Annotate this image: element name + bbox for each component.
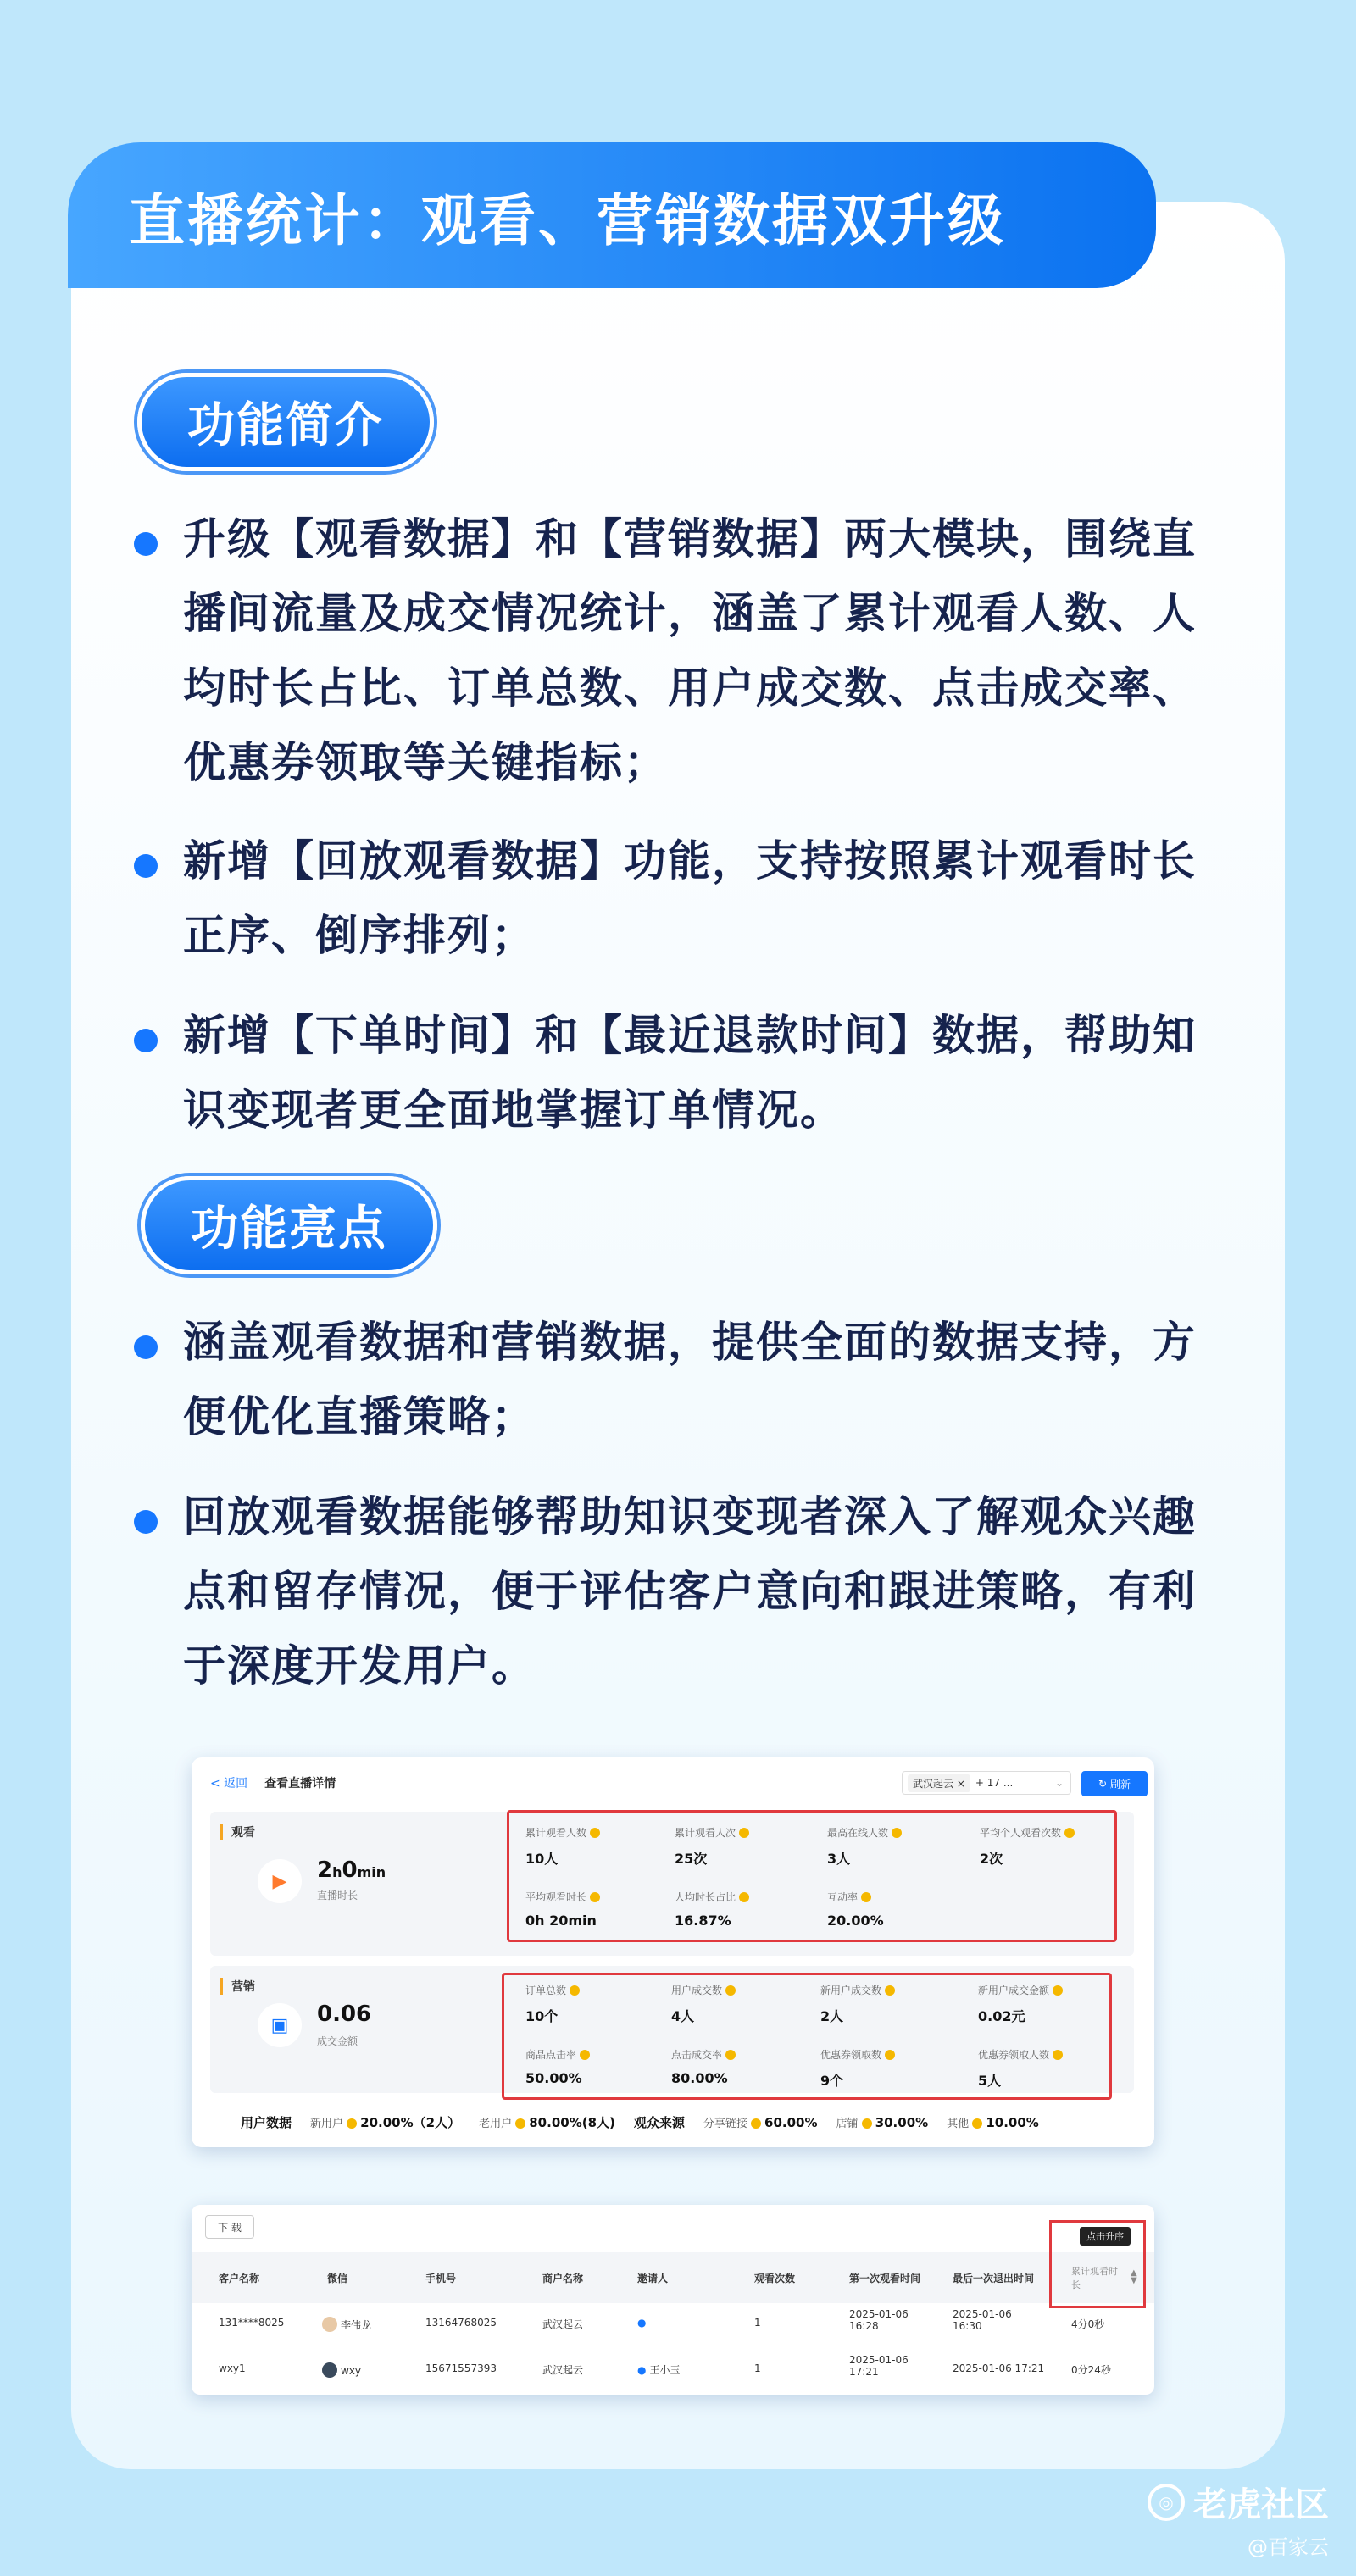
duration-hours: 2	[317, 1857, 333, 1883]
table-cell: wxy1	[219, 2362, 246, 2374]
table-cell: 2025-01-06 16:28	[849, 2308, 909, 2332]
info-icon[interactable]	[1053, 1985, 1063, 1996]
store-value: 30.00%	[875, 2115, 929, 2130]
metric-value: 20.00%	[827, 1913, 884, 1929]
table-cell: 131****8025	[219, 2317, 285, 2329]
info-icon[interactable]	[862, 2118, 872, 2129]
info-icon[interactable]	[972, 2118, 982, 2129]
screenshot-title: 查看直播详情	[264, 1777, 336, 1790]
table-cell: 4分0秒	[1071, 2318, 1105, 2330]
metric-value: 25次	[675, 1851, 708, 1867]
column-header: 观看次数	[754, 2273, 796, 2285]
metric-name: 平均观看时长	[525, 1891, 587, 1903]
other-stat	[947, 2114, 1039, 2130]
info-icon[interactable]	[515, 2118, 525, 2129]
metric-value: 2人	[820, 2008, 844, 2024]
info-icon[interactable]	[739, 1828, 749, 1838]
metric-value: 0h 20min	[525, 1913, 597, 1929]
merchant-more: + 17 ...	[975, 1777, 1014, 1789]
table-cell: 2025-01-06 17:21	[953, 2362, 1045, 2374]
new-user-value: 20.00%（2人）	[360, 2115, 461, 2130]
metric-name: 互动率	[827, 1891, 859, 1903]
chevron-down-icon: ⌄	[1054, 1777, 1064, 1789]
user-data-footer	[241, 2113, 1139, 2131]
column-header-sortable[interactable]: 累计观看时长	[1071, 2266, 1118, 2290]
avatar	[322, 2317, 337, 2332]
bullet-text: 回放观看数据能够帮助知识变现者深入了解观众兴趣点和留存情况，便于评估客户意向和跟进策略，有利于深度开发用户。	[183, 1492, 1197, 1690]
merchant-select[interactable]	[902, 1771, 1071, 1795]
metric-name: 平均个人观看次数	[980, 1827, 1062, 1839]
table-cell: 2025-01-06 16:30	[953, 2308, 1012, 2332]
column-header: 商户名称	[542, 2273, 584, 2285]
page-title: 直播统计：观看、营销数据双升级	[129, 187, 1006, 253]
metric-name: 累计观看人次	[675, 1827, 736, 1839]
watermark-sub: @百家云	[1248, 2535, 1329, 2559]
info-icon[interactable]	[725, 1985, 736, 1996]
watermark	[1148, 2478, 1329, 2526]
column-header: 客户名称	[219, 2273, 260, 2285]
bullet-dot-icon	[134, 1029, 158, 1052]
metric-name: 订单总数	[525, 1985, 567, 1996]
table-cell	[637, 2317, 657, 2329]
metric	[978, 1983, 1063, 2025]
metric-name: 点击成交率	[671, 2049, 723, 2061]
back-link[interactable]: < 返回	[210, 1777, 248, 1790]
bullet-item	[134, 998, 1236, 1147]
title-banner	[68, 142, 1156, 288]
metric	[978, 2047, 1063, 2090]
bullet-dot-icon	[134, 854, 158, 878]
bullet-dot-icon	[134, 532, 158, 556]
metric-value: 3人	[827, 1851, 851, 1867]
live-duration-value	[317, 1857, 386, 1883]
sort-tooltip: 点击升序	[1080, 2227, 1131, 2246]
table-cell: 15671557393	[425, 2362, 497, 2374]
table-cell: 1	[754, 2362, 761, 2374]
duration-hours-unit: h	[332, 1864, 342, 1880]
share-value: 60.00%	[764, 2115, 818, 2130]
metric	[827, 1890, 884, 1929]
duration-minutes: 0	[342, 1857, 358, 1883]
info-icon[interactable]	[1064, 1828, 1075, 1838]
old-user-value: 80.00%(8人)	[529, 2115, 615, 2130]
metric	[671, 2047, 736, 2086]
old-user-label: 老用户	[479, 2118, 513, 2130]
refresh-label: 刷新	[1110, 1778, 1131, 1790]
other-value: 10.00%	[986, 2115, 1039, 2130]
metric-name: 新用户成交金额	[978, 1985, 1050, 1996]
table-cell	[322, 2362, 361, 2378]
refresh-icon: ↻	[1098, 1778, 1108, 1790]
merchant-tag: 武汉起云 ×	[908, 1774, 970, 1792]
metric-value: 50.00%	[525, 2070, 582, 2086]
metric-name: 用户成交数	[671, 1985, 723, 1996]
column-header: 最后一次退出时间	[953, 2273, 1035, 2285]
metric	[671, 1983, 736, 2025]
watermark-brand: 老虎社区	[1193, 2485, 1329, 2524]
share-stat	[703, 2114, 818, 2130]
column-header: 邀请人	[637, 2273, 669, 2285]
sales-amount-value: 0.06	[317, 2001, 372, 2027]
table-cell: 2025-01-06 17:21	[849, 2354, 909, 2378]
info-icon[interactable]	[580, 2050, 590, 2060]
info-icon[interactable]	[739, 1892, 749, 1902]
info-icon[interactable]	[590, 1892, 600, 1902]
info-icon[interactable]	[590, 1828, 600, 1838]
sales-label: 营销	[220, 1978, 255, 1995]
table-cell: 1	[754, 2317, 761, 2329]
wechat-name: 李伟龙	[341, 2319, 372, 2331]
info-icon[interactable]	[347, 2118, 357, 2129]
metric-name: 最高在线人数	[827, 1827, 889, 1839]
user-data-label: 用户数据	[241, 2115, 292, 2130]
metric	[827, 1825, 902, 1868]
metric	[675, 1825, 749, 1868]
bullet-text: 升级【观看数据】和【营销数据】两大模块，围绕直播间流量及成交情况统计，涵盖了累计观看人数、人均时长占比、订单总数、用户成交数、点击成交率、优惠券领取等关键指标；	[183, 514, 1197, 787]
store-label: 店铺	[836, 2118, 859, 2130]
info-icon[interactable]	[861, 1892, 871, 1902]
metric-value: 0.02元	[978, 2008, 1025, 2024]
table-cell: 武汉起云	[542, 2364, 584, 2376]
info-icon[interactable]	[570, 1985, 580, 1996]
info-icon[interactable]	[751, 2118, 761, 2129]
bullet-dot-icon	[134, 1335, 158, 1359]
metric-value: 2次	[980, 1851, 1003, 1867]
merchant-tag-label: 武汉起云	[913, 1777, 954, 1790]
inviter-name: 王小玉	[649, 2364, 681, 2376]
metric-value: 16.87%	[675, 1913, 731, 1929]
bullet-dot-icon	[134, 1510, 158, 1534]
old-user-stat	[479, 2113, 615, 2131]
tiger-logo-icon: ◎	[1148, 2484, 1185, 2521]
person-icon: ●	[637, 2317, 647, 2329]
info-icon[interactable]	[885, 1985, 895, 1996]
table-cell: 13164768025	[425, 2317, 497, 2329]
bullet-item	[134, 1305, 1236, 1454]
metric-name: 优惠券领取人数	[978, 2049, 1050, 2061]
new-user-stat	[310, 2113, 460, 2131]
column-header: 微信	[327, 2273, 348, 2285]
table-cell	[637, 2362, 681, 2377]
metric-value: 9个	[820, 2073, 844, 2089]
inviter-name: --	[649, 2317, 658, 2329]
screenshot-header	[210, 1774, 336, 1791]
live-detail-screenshot	[192, 1757, 1154, 2147]
info-icon[interactable]	[892, 1828, 902, 1838]
avatar	[322, 2362, 337, 2378]
bullet-item	[134, 502, 1236, 800]
bullet-text: 涵盖观看数据和营销数据，提供全面的数据支持，方便优化直播策略；	[183, 1318, 1197, 1441]
metric-name: 新用户成交数	[820, 1985, 882, 1996]
metric-name: 优惠券领取数	[820, 2049, 882, 2061]
sort-caret-icon[interactable]: ▲ ▼	[1131, 2268, 1137, 2285]
duration-minutes-unit: min	[357, 1864, 386, 1880]
metric-value: 4人	[671, 2008, 695, 2024]
metric-name: 累计观看人数	[525, 1827, 587, 1839]
video-camera-icon: ▶	[258, 1859, 302, 1903]
sales-amount-label: 成交金额	[317, 2035, 358, 2047]
playback-table-screenshot	[192, 2205, 1154, 2395]
metric-value: 10个	[525, 2008, 559, 2024]
source-label: 观众来源	[633, 2115, 685, 2130]
table-cell: 武汉起云	[542, 2318, 584, 2330]
share-label: 分享链接	[703, 2118, 747, 2130]
metric-value: 5人	[978, 2073, 1002, 2089]
other-label: 其他	[947, 2118, 970, 2130]
column-header: 第一次观看时间	[849, 2273, 921, 2285]
metric	[820, 1983, 895, 2025]
info-icon[interactable]	[1053, 2050, 1063, 2060]
metric	[525, 1825, 600, 1868]
new-user-label: 新用户	[310, 2118, 344, 2130]
store-stat	[836, 2114, 929, 2130]
metric	[820, 2047, 895, 2090]
person-icon: ●	[637, 2364, 647, 2376]
table-cell: 0分24秒	[1071, 2364, 1111, 2376]
download-button[interactable]: 下 载	[205, 2215, 254, 2239]
section-pill-intro: 功能简介	[137, 373, 434, 471]
bullet-item	[134, 824, 1236, 973]
section-pill-highlights: 功能亮点	[141, 1176, 437, 1274]
watch-label: 观看	[220, 1824, 255, 1840]
metric-name: 人均时长占比	[675, 1891, 736, 1903]
wallet-icon: ▣	[258, 2003, 302, 2047]
live-duration-label: 直播时长	[317, 1890, 358, 1901]
info-icon[interactable]	[725, 2050, 736, 2060]
refresh-button[interactable]	[1081, 1771, 1148, 1796]
metric-value: 80.00%	[671, 2070, 728, 2086]
metric	[525, 2047, 590, 2086]
table-cell	[322, 2317, 371, 2332]
info-icon[interactable]	[885, 2050, 895, 2060]
bullet-text: 新增【回放观看数据】功能，支持按照累计观看时长正序、倒序排列；	[183, 836, 1197, 960]
metric-name: 商品点击率	[525, 2049, 577, 2061]
bullet-text: 新增【下单时间】和【最近退款时间】数据，帮助知识变现者更全面地掌握订单情况。	[183, 1011, 1197, 1135]
column-header: 手机号	[425, 2273, 457, 2285]
metric	[675, 1890, 749, 1929]
metric	[525, 1983, 580, 2025]
metric-value: 10人	[525, 1851, 559, 1867]
metric	[980, 1825, 1075, 1868]
metric	[525, 1890, 600, 1929]
bullet-item	[134, 1480, 1236, 1703]
wechat-name: wxy	[341, 2365, 362, 2377]
